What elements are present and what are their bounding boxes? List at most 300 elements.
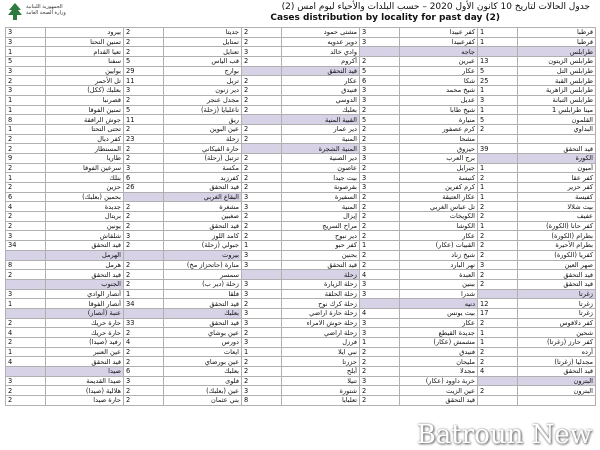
- locality-name: عديل: [400, 95, 478, 105]
- case-count: 33: [124, 318, 164, 328]
- case-count: 2: [242, 86, 282, 96]
- locality-name: رفيد (صيدا): [46, 338, 124, 348]
- case-count: 2: [478, 279, 518, 289]
- district-header: البترون: [518, 376, 596, 386]
- locality-name: شيخ طابا: [400, 105, 478, 115]
- case-count: 2: [242, 183, 282, 193]
- case-count: 2: [6, 318, 46, 328]
- case-count: 3: [6, 28, 46, 38]
- case-count: 2: [478, 357, 518, 367]
- case-count: 2: [124, 386, 164, 396]
- locality-name: سرعين الفوقا: [46, 163, 124, 173]
- table-row: [6, 76, 596, 86]
- case-count: 2: [242, 367, 282, 377]
- locality-name: دير عمار: [282, 124, 360, 134]
- locality-name: نهر البارد: [400, 260, 478, 270]
- locality-name: تمنين الفوقا: [46, 105, 124, 115]
- locality-name: حيزوق: [400, 144, 478, 154]
- locality-name: بعلبك: [164, 367, 242, 377]
- case-count: [242, 115, 282, 125]
- case-count: 2: [124, 144, 164, 154]
- watermark: Batroun New: [416, 420, 592, 450]
- case-count: 1: [242, 347, 282, 357]
- locality-name: عكار: [400, 318, 478, 328]
- locality-name: قيد التحقق: [164, 221, 242, 231]
- case-count: 2: [242, 153, 282, 163]
- district-header: قيد التحقق: [282, 66, 360, 76]
- case-count: 2: [478, 250, 518, 260]
- case-count: [360, 299, 400, 309]
- case-count: 1: [6, 347, 46, 357]
- locality-name: برج العرب: [400, 153, 478, 163]
- district-header: بيروت: [164, 250, 242, 260]
- table-row: [6, 289, 596, 299]
- locality-name: جيرايل: [400, 163, 478, 173]
- case-count: 8: [6, 260, 46, 270]
- case-count: 2: [360, 386, 400, 396]
- locality-name: مكسة: [164, 163, 242, 173]
- case-count: 2: [360, 347, 400, 357]
- table-row: [6, 134, 596, 144]
- locality-name: قصرنبا: [46, 95, 124, 105]
- locality-name: كنيسة: [400, 173, 478, 183]
- locality-name: كامد اللوز: [164, 231, 242, 241]
- locality-name: بيرود: [46, 28, 124, 38]
- case-count: 2: [360, 192, 400, 202]
- locality-name: مجدلا: [400, 367, 478, 377]
- locality-name: قب الياس: [164, 57, 242, 67]
- locality-name: فنيدق: [282, 86, 360, 96]
- locality-name: أكروم: [282, 57, 360, 67]
- cedar-seal-icon: [6, 2, 24, 22]
- case-count: 2: [6, 76, 46, 86]
- case-count: 3: [124, 231, 164, 241]
- locality-name: دوير عدويه: [282, 37, 360, 47]
- case-count: 5: [360, 115, 400, 125]
- case-count: 2: [242, 134, 282, 144]
- case-count: 2: [124, 202, 164, 212]
- locality-name: تمتايل: [164, 37, 242, 47]
- case-count: 3: [242, 260, 282, 270]
- table-row: [6, 212, 596, 222]
- case-count: 25: [478, 76, 518, 86]
- locality-name: بطرام (الكورة): [518, 231, 596, 241]
- case-count: 4: [360, 308, 400, 318]
- case-count: 3: [360, 28, 400, 38]
- locality-name: قرطبا: [518, 37, 596, 47]
- district-header: المنية الشجرة: [282, 144, 360, 154]
- case-count: 3: [360, 37, 400, 47]
- case-count: 2: [242, 212, 282, 222]
- case-count: 3: [360, 376, 400, 386]
- case-count: 4: [6, 328, 46, 338]
- locality-name: خربة داوود (عكار): [400, 376, 478, 386]
- case-count: 2: [242, 37, 282, 47]
- case-count: 2: [360, 105, 400, 115]
- locality-name: نبي ايلا: [282, 347, 360, 357]
- page-title: جدول الحالات لتاريخ 10 كانون الأول 2020 – حسب البلدات والأحياء ليوم امس (2): [281, 2, 590, 12]
- locality-name: تعلبايا: [282, 396, 360, 406]
- case-count: 3: [124, 376, 164, 386]
- locality-name: تاعلبايا (زحلة): [164, 105, 242, 115]
- case-count: 3: [242, 192, 282, 202]
- case-count: 1: [6, 173, 46, 183]
- case-count: 2: [360, 124, 400, 134]
- case-count: 3: [6, 376, 46, 386]
- case-count: 5: [124, 105, 164, 115]
- case-count: 2: [124, 153, 164, 163]
- case-count: 5: [124, 57, 164, 67]
- case-count: 29: [124, 66, 164, 76]
- locality-name: زحلة: [164, 134, 242, 144]
- case-count: 4: [6, 202, 46, 212]
- case-count: 2: [478, 347, 518, 357]
- locality-name: كفر عقا: [518, 173, 596, 183]
- locality-name: هرمل: [46, 260, 124, 270]
- table-row: [6, 357, 596, 367]
- locality-name: أنصار الوادي: [46, 289, 124, 299]
- case-count: 1: [360, 241, 400, 251]
- case-count: 2: [478, 386, 518, 396]
- case-count: 2: [478, 212, 518, 222]
- case-count: 3: [360, 328, 400, 338]
- table-row: [6, 37, 596, 47]
- case-count: 2: [6, 338, 46, 348]
- table-row: [6, 308, 596, 318]
- case-count: 3: [6, 66, 46, 76]
- locality-name: مشمش (عكار): [400, 338, 478, 348]
- locality-name: المنية: [282, 134, 360, 144]
- case-count: 3: [124, 163, 164, 173]
- case-count: 2: [6, 163, 46, 173]
- locality-name: صيدا القديمة: [46, 376, 124, 386]
- case-count: 1: [478, 183, 518, 193]
- case-count: 3: [242, 308, 282, 318]
- locality-name: كفر دلاقوس: [518, 318, 596, 328]
- locality-name: الدوسي: [282, 95, 360, 105]
- case-count: 1: [478, 338, 518, 348]
- locality-name: زحلة الحلقة: [282, 289, 360, 299]
- case-count: 4: [360, 270, 400, 280]
- table-row: [6, 260, 596, 270]
- locality-name: [518, 134, 596, 144]
- locality-name: بعلبك (ككل): [46, 86, 124, 96]
- locality-name: مينا طرابلس 1: [518, 105, 596, 115]
- case-count: 1: [6, 299, 46, 309]
- table-row: [6, 221, 596, 231]
- case-count: 2: [242, 124, 282, 134]
- case-count: 2: [478, 124, 518, 134]
- locality-name: زغرتا: [518, 299, 596, 309]
- locality-name: المنية: [282, 202, 360, 212]
- case-count: 6: [124, 173, 164, 183]
- case-count: 2: [124, 47, 164, 57]
- district-header: زغرتا: [518, 289, 596, 299]
- case-count: [242, 270, 282, 280]
- table-row: [6, 202, 596, 212]
- case-count: 5: [6, 57, 46, 67]
- case-count: 1: [6, 105, 46, 115]
- locality-name: قيد التحقق: [46, 270, 124, 280]
- case-count: 2: [360, 134, 400, 144]
- locality-name: قيد التحقق: [164, 299, 242, 309]
- locality-name: طاريا: [46, 153, 124, 163]
- locality-name: البداوي: [518, 124, 596, 134]
- locality-name: بيت شلالا: [518, 202, 596, 212]
- locality-name: قيد التحقق: [518, 279, 596, 289]
- case-count: [6, 250, 46, 260]
- locality-name: السفيرة: [282, 192, 360, 202]
- case-count: 2: [360, 367, 400, 377]
- case-count: 23: [124, 134, 164, 144]
- district-header: صيدا: [46, 367, 124, 377]
- locality-name: بحنين: [282, 250, 360, 260]
- case-count: 8: [242, 396, 282, 406]
- locality-name: كفر حانا (الكورة): [518, 221, 596, 231]
- case-count: 2: [6, 396, 46, 406]
- case-count: 3: [6, 86, 46, 96]
- locality-name: قيد التحقق: [282, 260, 360, 270]
- case-count: 3: [360, 95, 400, 105]
- locality-name: أنصار الفوقا: [46, 299, 124, 309]
- locality-name: دير زنون: [164, 86, 242, 96]
- locality-name: قيد التحقق: [46, 357, 124, 367]
- locality-name: ايعات: [164, 347, 242, 357]
- case-count: 2: [478, 270, 518, 280]
- case-count: 5: [360, 66, 400, 76]
- case-count: 3: [360, 173, 400, 183]
- case-count: 2: [242, 95, 282, 105]
- case-count: 4: [478, 367, 518, 377]
- case-count: 3: [360, 153, 400, 163]
- case-count: 12: [478, 299, 518, 309]
- table-row: [6, 299, 596, 309]
- locality-name: بعلبك: [282, 105, 360, 115]
- case-count: 2: [242, 105, 282, 115]
- case-count: 2: [124, 279, 164, 289]
- locality-name: مراح السريج: [282, 221, 360, 231]
- locality-name: بطرام الأحيرة: [518, 241, 596, 251]
- case-count: 3: [242, 279, 282, 289]
- case-count: 34: [6, 241, 46, 251]
- locality-name: إيزال: [282, 212, 360, 222]
- case-count: 2: [6, 221, 46, 231]
- locality-name: الكوشا: [400, 221, 478, 231]
- locality-name: حارة الفيكاني: [164, 144, 242, 154]
- locality-name: عكار: [282, 76, 360, 86]
- case-count: 4: [124, 338, 164, 348]
- table-row: [6, 183, 596, 193]
- locality-name: زغرتا: [518, 308, 596, 318]
- table-row: [6, 47, 596, 57]
- case-count: 2: [242, 173, 282, 183]
- table-row: [6, 163, 596, 173]
- case-count: 1: [478, 86, 518, 96]
- case-count: 2: [360, 357, 400, 367]
- case-count: 1: [6, 95, 46, 105]
- district-header: الكورة: [518, 153, 596, 163]
- table-row: [6, 66, 596, 76]
- locality-name: زحلة (دير ب): [164, 279, 242, 289]
- table-row: [6, 144, 596, 154]
- case-count: 34: [124, 299, 164, 309]
- locality-name: مشتى حمود: [282, 28, 360, 38]
- locality-name: شيخ زناد: [400, 250, 478, 260]
- cases-table: [5, 27, 596, 406]
- district-header: زحلة: [282, 270, 360, 280]
- case-count: 2: [124, 95, 164, 105]
- locality-name: فرزل: [282, 338, 360, 348]
- case-count: 2: [124, 28, 164, 38]
- logo-text: الجمهورية اللبنانية وزارة الصحة العامة: [26, 4, 66, 16]
- locality-name: عبرين: [400, 57, 478, 67]
- case-count: 2: [124, 260, 164, 270]
- case-count: 2: [124, 221, 164, 231]
- case-count: [478, 376, 518, 386]
- locality-name: كفرعبيدا: [400, 37, 478, 47]
- table-row: [6, 231, 596, 241]
- case-count: 3: [242, 386, 282, 396]
- case-count: 1: [478, 328, 518, 338]
- case-count: 1: [242, 241, 282, 251]
- case-count: [124, 308, 164, 318]
- table-row: [6, 279, 596, 289]
- case-count: 2: [124, 212, 164, 222]
- case-count: [478, 153, 518, 163]
- table-row: [6, 386, 596, 396]
- page-subtitle: Cases distribution by locality for past day (2): [270, 13, 500, 23]
- locality-name: كفر حزير: [518, 183, 596, 193]
- locality-name: طرابلس التبانة: [518, 95, 596, 105]
- locality-name: فلوى: [164, 376, 242, 386]
- district-header: جاجه: [400, 47, 478, 57]
- case-count: 1: [360, 338, 400, 348]
- case-count: 3: [242, 289, 282, 299]
- table-row: [6, 376, 596, 386]
- locality-name: جبولي (زحلة): [164, 241, 242, 251]
- locality-name: زحلة كرك نوح: [282, 299, 360, 309]
- locality-name: بيت يونس: [400, 308, 478, 318]
- locality-name: قيد التحقق: [518, 144, 596, 154]
- locality-name: البترون: [518, 386, 596, 396]
- case-count: 2: [6, 134, 46, 144]
- locality-name: عكار: [400, 231, 478, 241]
- case-count: 3: [242, 318, 282, 328]
- case-count: 2: [124, 357, 164, 367]
- locality-name: تل الأحمر: [46, 76, 124, 86]
- district-header: دنيه: [400, 299, 478, 309]
- locality-name: حزرتا: [282, 357, 360, 367]
- case-count: 3: [360, 183, 400, 193]
- case-count: 2: [124, 328, 164, 338]
- locality-name: عين بورضاي: [164, 357, 242, 367]
- table-row: [6, 318, 596, 328]
- locality-name: شكا: [400, 76, 478, 86]
- locality-name: صهر العين: [518, 260, 596, 270]
- case-count: 2: [242, 76, 282, 86]
- table-row: [6, 241, 596, 251]
- locality-name: فنيدق: [400, 347, 478, 357]
- case-count: 39: [478, 144, 518, 154]
- case-count: 2: [242, 376, 282, 386]
- case-count: 3: [124, 86, 164, 96]
- locality-name: عين بوشاي: [164, 328, 242, 338]
- locality-name: مجدليا (زغرتا): [518, 357, 596, 367]
- locality-name: شحين: [518, 328, 596, 338]
- case-count: 2: [124, 124, 164, 134]
- case-count: 3: [6, 37, 46, 47]
- case-count: 2: [242, 299, 282, 309]
- table-row: [6, 86, 596, 96]
- case-count: 2: [478, 202, 518, 212]
- case-count: 2: [6, 270, 46, 280]
- locality-name: كفيسة: [518, 192, 596, 202]
- locality-name: حارة صيدا: [46, 396, 124, 406]
- case-count: 26: [124, 183, 164, 193]
- case-count: 3: [242, 338, 282, 348]
- table-row: [6, 328, 596, 338]
- case-count: 2: [360, 221, 400, 231]
- locality-name: قيد التحقق: [518, 367, 596, 377]
- locality-name: القلمون: [518, 115, 596, 125]
- case-count: 1: [6, 124, 46, 134]
- locality-name: طرابلس القبة: [518, 76, 596, 86]
- case-count: 2: [124, 270, 164, 280]
- locality-name: عين العنبر: [46, 347, 124, 357]
- case-count: 1: [124, 289, 164, 299]
- case-count: 2: [242, 221, 282, 231]
- case-count: [478, 396, 518, 406]
- locality-name: بوارج: [164, 66, 242, 76]
- case-count: 2: [478, 241, 518, 251]
- locality-name: طرابلس الزيتون: [518, 57, 596, 67]
- case-count: 2: [6, 386, 46, 396]
- case-count: 3: [360, 289, 400, 299]
- locality-name: بنلك: [46, 173, 124, 183]
- case-count: 5: [478, 66, 518, 76]
- locality-name: صغبين: [164, 212, 242, 222]
- case-count: 1: [478, 192, 518, 202]
- case-count: 6: [124, 367, 164, 377]
- locality-name: عفيف: [518, 212, 596, 222]
- locality-name: بني عثمان: [164, 396, 242, 406]
- locality-name: العبدة: [400, 270, 478, 280]
- case-count: 2: [242, 57, 282, 67]
- locality-name: بوايين: [46, 66, 124, 76]
- case-count: 1: [478, 37, 518, 47]
- locality-name: بيت جيدا: [282, 173, 360, 183]
- locality-name: فلقا: [164, 289, 242, 299]
- district-header: البقاع الغربي: [164, 192, 242, 202]
- case-count: [478, 47, 518, 57]
- locality-name: شيخ محمد: [400, 86, 478, 96]
- case-count: 2: [360, 163, 400, 173]
- case-count: 2: [6, 212, 46, 222]
- case-count: 2: [360, 260, 400, 270]
- case-count: 3: [360, 279, 400, 289]
- ministry-logo: [4, 2, 74, 24]
- table-row: [6, 396, 596, 406]
- case-count: 2: [242, 231, 282, 241]
- locality-name: أبلح: [282, 367, 360, 377]
- locality-name: كرم عصفور: [400, 124, 478, 134]
- table-row: [6, 57, 596, 67]
- locality-name: عين (بعلبك): [164, 386, 242, 396]
- case-count: 3: [478, 95, 518, 105]
- locality-name: قيد التحقق: [518, 270, 596, 280]
- case-count: 2: [124, 347, 164, 357]
- locality-name: أرده: [518, 347, 596, 357]
